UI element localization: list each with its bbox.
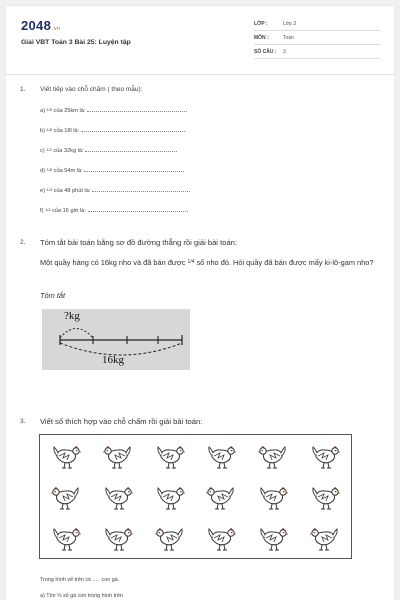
fraction: 1/4 — [187, 259, 195, 265]
item-text: của 25km là: — [53, 108, 86, 114]
chicken-icon — [310, 525, 340, 556]
meta-key: SỐ CÂU : — [254, 49, 277, 55]
q1-text: Viết tiếp vào chỗ chấm ( theo mẫu): — [40, 86, 143, 93]
diagram-unknown-label: ?kg — [64, 310, 80, 322]
meta-row-class — [254, 18, 380, 31]
q1-item-b — [40, 126, 185, 134]
item-label: a) — [40, 108, 45, 114]
item-text: của 54m là: — [53, 168, 83, 174]
item-text: của 32kg là: — [53, 148, 84, 154]
chicken-icon — [103, 484, 133, 515]
chicken-icon — [103, 443, 133, 474]
q1-item-d — [40, 166, 184, 174]
q2-problem — [40, 257, 385, 268]
answer-blank[interactable] — [84, 166, 184, 172]
item-label: d) — [40, 168, 45, 174]
chicken-icon — [206, 525, 236, 556]
meta-value: Lớp 3 — [283, 21, 297, 27]
answer-blank[interactable] — [81, 126, 185, 132]
page-title: Giải VBT Toán 3 Bài 25: Luyện tập — [21, 39, 131, 46]
fraction: 1/6 — [46, 127, 53, 132]
meta-row-subject — [254, 32, 380, 45]
answer-blank[interactable] — [88, 206, 188, 212]
chicken-icon — [258, 484, 288, 515]
chicken-icon — [206, 484, 236, 515]
item-text: của 48 phút là: — [53, 188, 91, 194]
meta-row-count — [254, 46, 380, 59]
meta-key: MÔN : — [254, 35, 269, 41]
item-label: f) — [40, 208, 44, 214]
problem-text: số nho đó. Hỏi quầy đã bán được mấy ki-lô-gam nho? — [196, 258, 374, 267]
chicken-icon — [206, 443, 236, 474]
logo-suffix: .vn — [52, 26, 61, 32]
fraction: 1/4 — [46, 187, 53, 192]
q2-number: 2. — [20, 239, 26, 246]
fraction: 1/4 — [44, 207, 51, 212]
chicken-icon — [310, 443, 340, 474]
meta-value: Toán — [283, 35, 294, 41]
chicken-icon — [51, 525, 81, 556]
chicken-icon — [155, 525, 185, 556]
chicken-icon — [103, 525, 133, 556]
q1-number: 1. — [20, 86, 26, 93]
item-text: của 18l là: — [53, 128, 80, 134]
line-diagram — [42, 309, 190, 370]
item-label: e) — [40, 188, 45, 194]
q3-text: Viết số thích hợp vào chỗ chấm rồi giải bài toán: — [40, 417, 203, 426]
page — [6, 6, 394, 600]
logo-number: 2048 — [21, 18, 52, 33]
meta-value: 3 — [283, 49, 286, 55]
header-divider — [6, 74, 394, 75]
q1-item-f — [40, 206, 188, 214]
chicken-icon — [258, 443, 288, 474]
item-label: c) — [40, 148, 45, 154]
chicken-icon — [258, 525, 288, 556]
q3-part-a: a) Tìm ⅓ số gà con trong hình trên — [40, 593, 123, 599]
fraction: 1/2 — [46, 147, 52, 152]
answer-blank[interactable] — [85, 146, 177, 152]
chicken-icon — [155, 443, 185, 474]
q1-item-e — [40, 186, 190, 194]
chicken-icon — [51, 443, 81, 474]
chicken-icon — [155, 484, 185, 515]
meta-key: LỚP : — [254, 21, 268, 27]
q3-caption: Trong hình vẽ trên có ..... con gà. — [40, 577, 120, 583]
site-logo[interactable] — [21, 18, 60, 33]
chicken-icon — [310, 484, 340, 515]
q3-number: 3. — [20, 418, 26, 425]
fraction: 1/6 — [46, 167, 53, 172]
fraction: 1/5 — [46, 107, 53, 112]
diagram-total-label: 16kg — [102, 354, 124, 366]
item-text: của 16 giờ là: — [52, 208, 86, 214]
q1-item-c — [40, 146, 177, 154]
chicken-picture — [39, 434, 352, 559]
q2-text: Tóm tắt bài toán bằng sơ đồ đường thẳng rồi giải bài toán: — [40, 238, 237, 247]
answer-blank[interactable] — [87, 106, 187, 112]
header — [6, 6, 394, 74]
chicken-icon — [51, 484, 81, 515]
q1-item-a — [40, 106, 187, 114]
problem-text: Một quầy hàng có 16kg nho và đã bán được — [40, 258, 186, 267]
summary-label: Tóm tắt — [40, 291, 66, 300]
item-label: b) — [40, 128, 45, 134]
answer-blank[interactable] — [92, 186, 190, 192]
